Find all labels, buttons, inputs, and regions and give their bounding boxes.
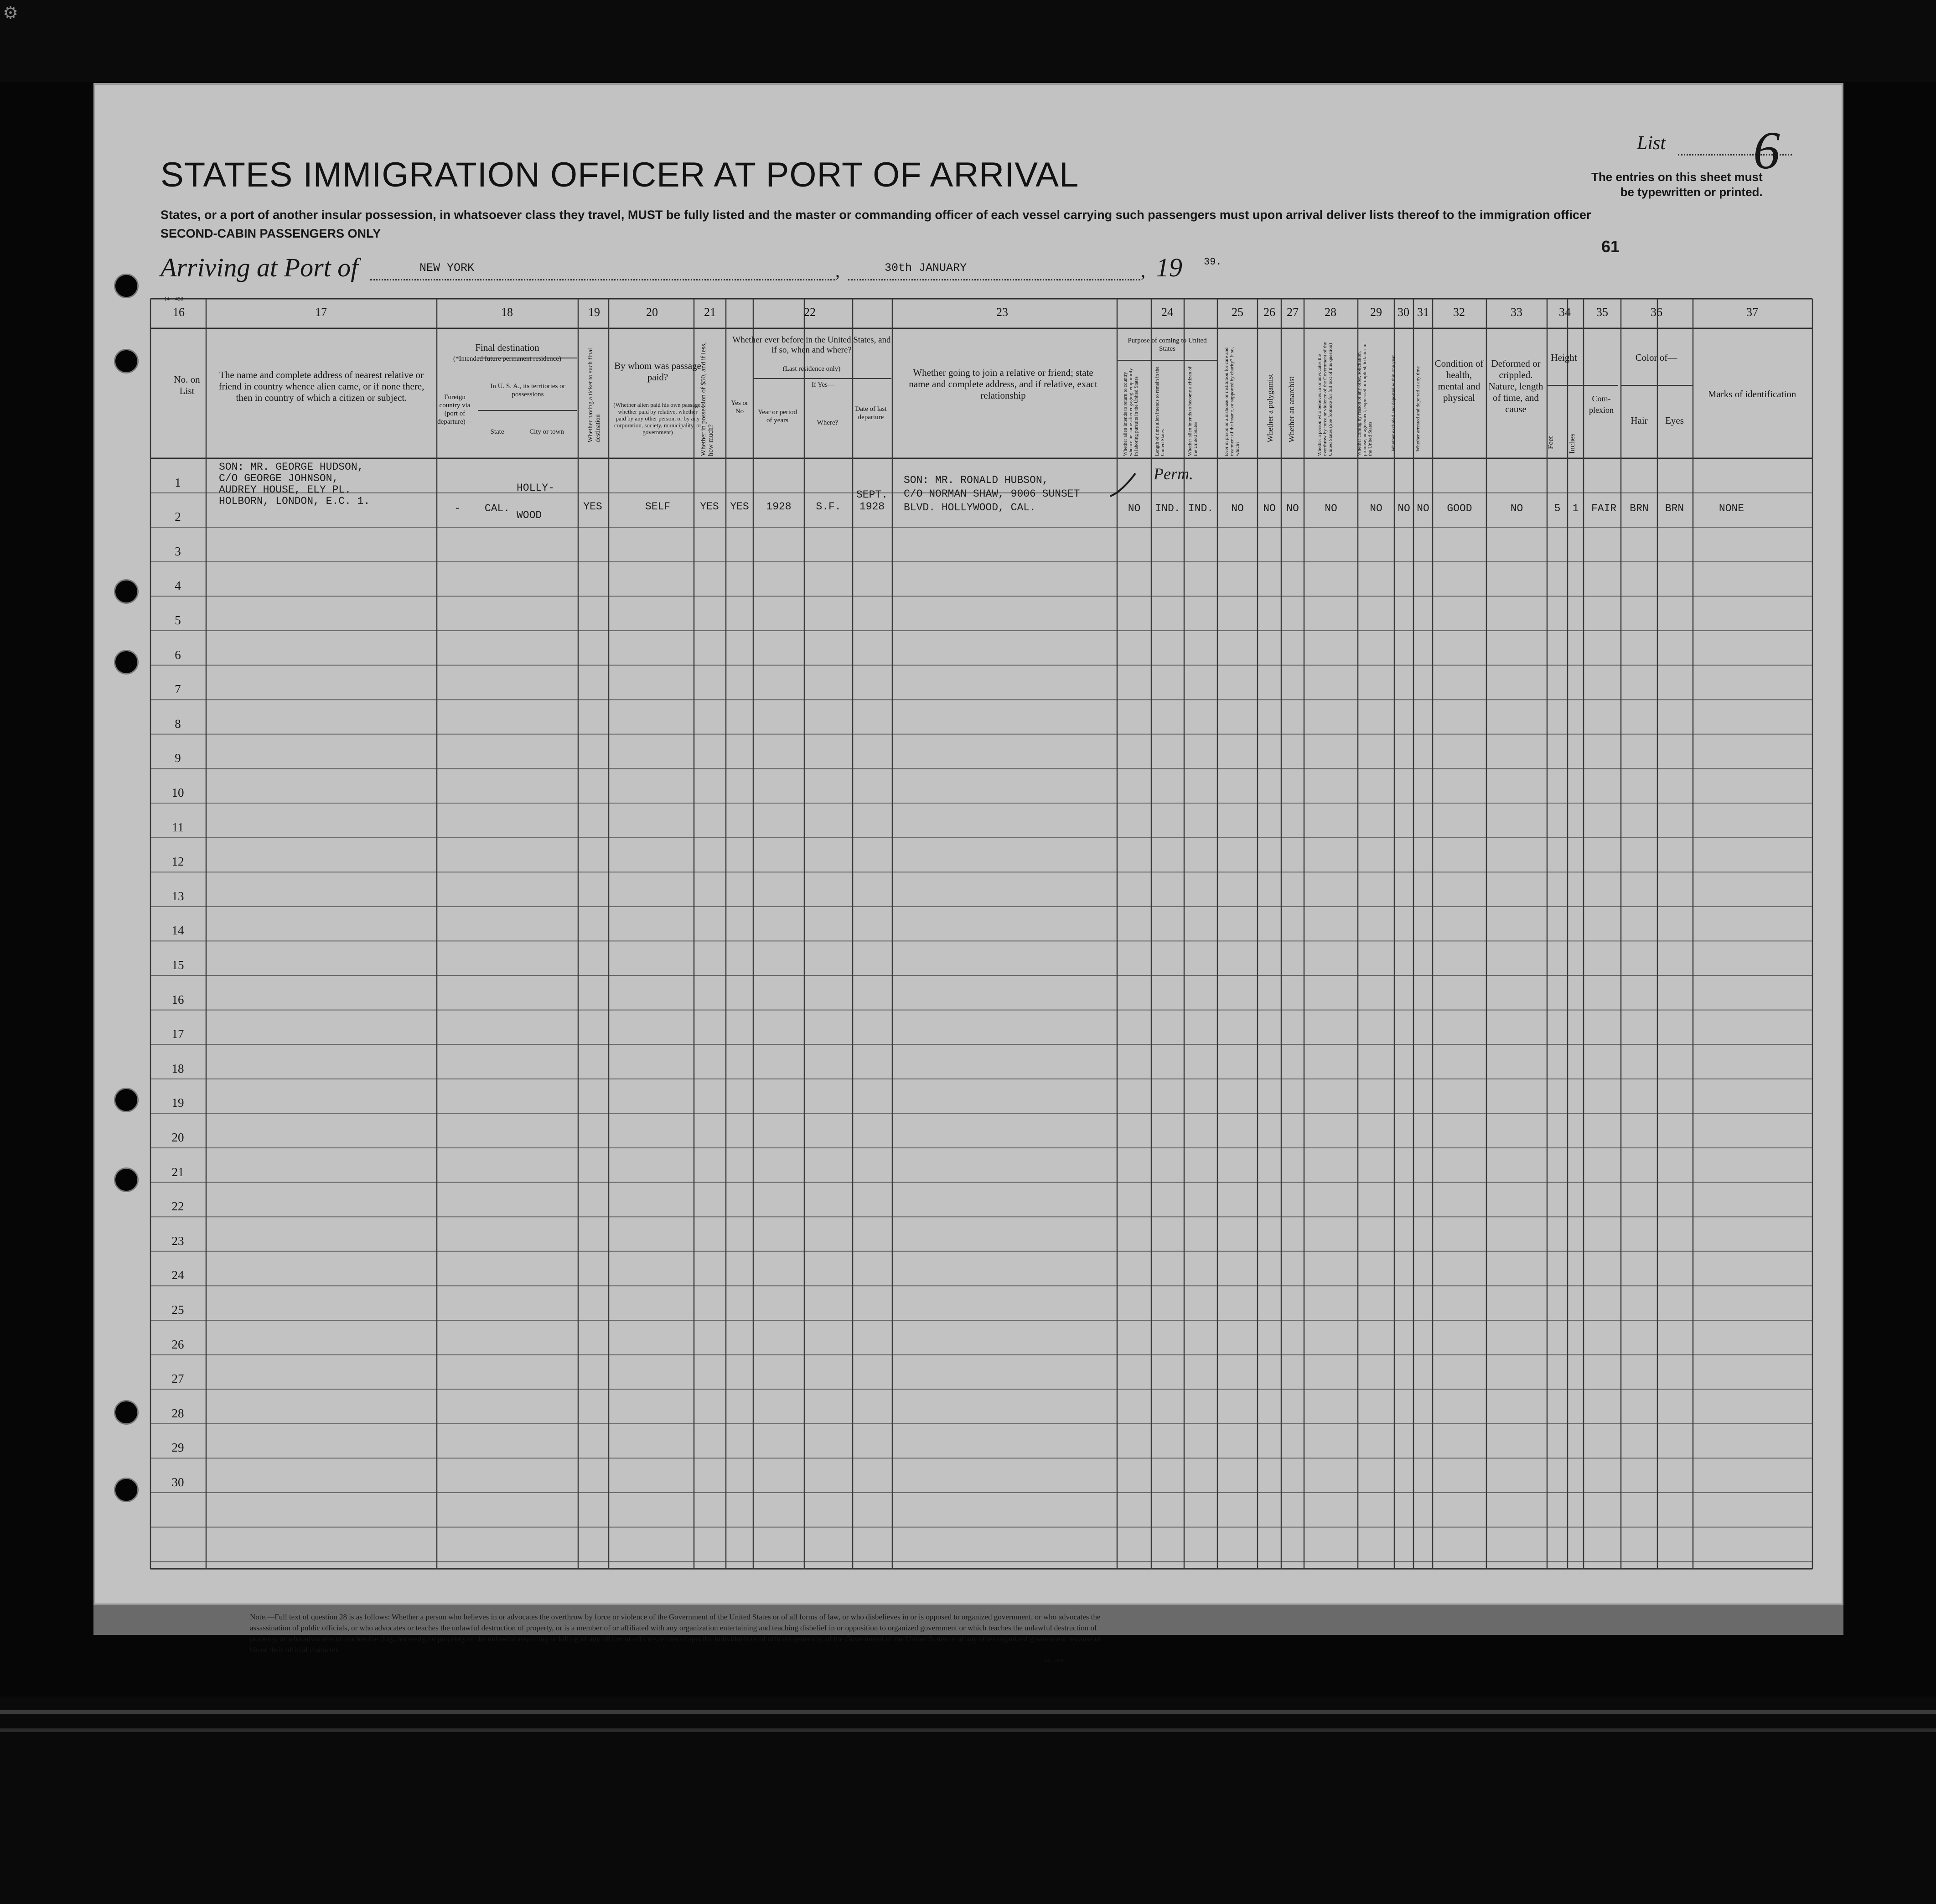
row-number: 7	[175, 682, 181, 696]
header-height: Height	[1551, 352, 1577, 363]
column-number: 30	[1398, 306, 1409, 319]
column-number: 26	[1263, 306, 1275, 319]
binder-hole	[114, 349, 139, 374]
labor-offer-cell: NO	[1370, 503, 1382, 514]
departure-line: 1928	[859, 501, 885, 513]
header-labor-offer: Whether coming by reason of any offer, solicitation, promise, or agreement, expressed or implied, to labor in the United States	[1356, 343, 1373, 456]
arrival-year-prefix: 19	[1156, 253, 1182, 282]
binder-hole	[114, 1400, 139, 1425]
header-purpose: Purpose of coming to United States	[1128, 337, 1207, 353]
comma-separator: ,	[835, 260, 840, 281]
column-number: 23	[996, 306, 1008, 319]
city-line: WOOD	[517, 509, 542, 521]
has-fifty-cell: YES	[700, 501, 719, 513]
film-corner-mark: ⚙	[3, 3, 19, 23]
column-number: 19	[588, 306, 600, 319]
film-border-bottom	[0, 1696, 1936, 1904]
header-eyes: Eyes	[1665, 415, 1684, 426]
column-number: 31	[1417, 306, 1429, 319]
header-anarchist: Whether an anarchist	[1287, 376, 1296, 442]
row-number: 17	[171, 1027, 184, 1041]
joining-line: C/O NORMAN SHAW, 9006 SUNSET	[904, 488, 1080, 500]
column-number: 21	[704, 306, 716, 319]
header-overthrow: Whether a person who believes in or advocates the overthrow by force or violence of the Government of the United States (See footnote for full text of this question)	[1317, 342, 1333, 456]
inches-cell: 1	[1572, 503, 1579, 514]
header-last-residence: (Last residence only)	[782, 365, 841, 373]
row-number: 19	[171, 1096, 184, 1110]
anarchist-cell: NO	[1286, 503, 1299, 514]
header-usa-territories: In U. S. A., its territories or possessions	[490, 383, 565, 398]
form-reference-bottom: 14—450	[1044, 1657, 1063, 1664]
row-number: 10	[171, 786, 184, 799]
nearest-relative-line: C/O GEORGE JOHNSON,	[219, 472, 339, 484]
complexion-cell: FAIR	[1591, 503, 1617, 514]
header-joining-relative: Whether going to join a relative or friend; state name and complete address, and if relative, exact relationship	[909, 367, 1097, 401]
length-of-stay-cell: IND.	[1155, 503, 1180, 514]
hair-cell: BRN	[1630, 503, 1649, 514]
handwritten-perm: Perm.	[1154, 465, 1193, 483]
column-number: 27	[1287, 306, 1299, 319]
column-number: 17	[315, 306, 327, 319]
instructions-text: States, or a port of another insular possession, in whatsoever class they travel, MUST be fully listed and the master or commanding officer of each vessel carrying such passengers must upon arrival deliver lists thereof to the immigration officer	[160, 208, 1591, 222]
header-yes-no: Yes or No	[730, 399, 749, 415]
polygamist-cell: NO	[1263, 503, 1276, 514]
header-state: State	[490, 428, 504, 436]
column-number: 25	[1232, 306, 1243, 319]
page-title: STATES IMMIGRATION OFFICER AT PORT OF ARRIVAL	[160, 156, 1079, 194]
column-number: 33	[1511, 306, 1522, 319]
column-number: 28	[1325, 306, 1336, 319]
row-number: 27	[171, 1372, 184, 1386]
header-date-last-departure: Date of last departure	[855, 405, 887, 421]
film-streak	[0, 1728, 1936, 1732]
binder-hole	[114, 650, 139, 674]
header-deformed: Deformed or crippled. Nature, length of time, and cause	[1488, 358, 1543, 415]
header-passage-note: (Whether alien paid his own passage, whether paid by relative, whether paid by any other person, or by any corporation, society, municipality, or government)	[613, 401, 702, 436]
binder-hole	[114, 274, 139, 298]
header-polygamist: Whether a polygamist	[1266, 374, 1274, 442]
row-number: 14	[171, 923, 184, 938]
binder-hole	[114, 1088, 139, 1112]
foreign-port-cell: -	[454, 503, 461, 514]
joining-line: BLVD. HOLLYWOOD, CAL.	[904, 502, 1036, 514]
row-number: 28	[171, 1406, 184, 1420]
row-number: 30	[171, 1475, 184, 1489]
row-number: 23	[171, 1234, 184, 1248]
header-health: Condition of health, mental and physical	[1434, 358, 1484, 403]
arrival-year-suffix: 39.	[1204, 256, 1222, 268]
row-number: 13	[171, 889, 184, 903]
header-length-of-stay: Length of time alien intends to remain in the United States	[1154, 366, 1165, 456]
row-number: 3	[175, 544, 181, 558]
arrival-date-value: 30th JANUARY	[885, 261, 967, 275]
return-intent-cell: NO	[1128, 503, 1141, 514]
column-number: 18	[501, 306, 513, 319]
marks-cell: NONE	[1719, 503, 1744, 514]
city-cell	[517, 474, 554, 529]
column-number: 34	[1559, 306, 1571, 319]
row-number: 11	[172, 820, 184, 834]
header-return-intent: Whether alien intends to return to country whence he came after engaging temporarily in laboring pursuits in the United States	[1123, 368, 1139, 456]
arrested-cell: NO	[1417, 503, 1429, 514]
header-final-destination-note: (*Intended future permanent residence)	[453, 355, 561, 363]
column-number: 37	[1746, 306, 1758, 319]
header-excluded: Whether excluded and deported within one year	[1391, 355, 1396, 451]
row-number: 29	[171, 1441, 184, 1455]
header-ever-before-us: Whether ever before in the United States, and if so, when and where?	[732, 335, 891, 355]
list-label: List	[1637, 133, 1666, 154]
column-number: 35	[1596, 306, 1608, 319]
sheet-reference-number: 61	[1601, 237, 1620, 256]
column-number: 16	[173, 306, 185, 319]
cabin-class-label: SECOND-CABIN PASSENGERS ONLY	[160, 227, 381, 240]
column-number: 24	[1161, 306, 1173, 319]
prison-cell: NO	[1231, 503, 1244, 514]
state-cell: CAL.	[484, 503, 510, 514]
film-border-top	[0, 0, 1936, 82]
row-number: 16	[171, 992, 184, 1006]
header-marks-identification: Marks of identification	[1708, 389, 1796, 399]
header-foreign-country: Foreign country via (port of departure)—	[437, 394, 472, 425]
header-where: Where?	[817, 419, 839, 426]
city-line: HOLLY-	[517, 482, 554, 494]
column-number: 29	[1370, 306, 1382, 319]
nearest-relative-cell	[219, 462, 370, 507]
joining-line: SON: MR. RONALD HUBSON,	[904, 474, 1049, 486]
row-number: 24	[171, 1268, 184, 1282]
deformed-cell: NO	[1510, 503, 1523, 514]
row-number: 5	[175, 613, 181, 627]
nearest-relative-line: AUDREY HOUSE, ELY PL.	[219, 484, 351, 496]
column-number: 20	[646, 306, 658, 319]
row-number: 2	[175, 510, 181, 524]
row-number: 20	[171, 1131, 184, 1144]
typed-entries-note	[1591, 170, 1763, 200]
header-passage-paid: By whom was passage paid?	[614, 360, 701, 383]
header-if-yes: If Yes—	[811, 381, 834, 389]
row-number: 15	[171, 958, 184, 972]
header-fifty-dollars: Whether in possession of $50, and if less, how much?	[700, 342, 714, 456]
passage-paid-cell: SELF	[645, 501, 671, 513]
form-reference: 14—450	[164, 296, 183, 302]
excluded-cell: NO	[1398, 503, 1410, 514]
row-number: 25	[171, 1303, 184, 1317]
year-period-cell: 1928	[766, 501, 792, 513]
row-number: 9	[175, 751, 181, 765]
before-in-us-cell: YES	[730, 501, 749, 513]
typed-note-line: be typewritten or printed.	[1620, 185, 1763, 199]
health-cell: GOOD	[1447, 503, 1472, 514]
dotted-line	[848, 279, 1140, 280]
binder-hole	[114, 1478, 139, 1502]
typed-note-line: The entries on this sheet must	[1591, 170, 1763, 184]
header-no-on-list: No. on List	[174, 374, 200, 396]
citizen-intent-cell: IND.	[1188, 503, 1214, 514]
header-year-period: Year or period of years	[758, 409, 797, 424]
header-nearest-relative: The name and complete address of nearest relative or friend in country whence alien came, or if none there, then in country of which a citizen or subject.	[218, 369, 424, 403]
row-number: 18	[171, 1061, 184, 1075]
ticket-cell: YES	[583, 501, 602, 513]
row-number: 12	[171, 855, 184, 869]
dotted-line	[370, 279, 835, 280]
header-citizen-intent: Whether alien intends to become a citizen of the United States	[1187, 366, 1198, 456]
row-number: 21	[171, 1165, 184, 1179]
header-color-of: Color of—	[1635, 352, 1677, 363]
feet-cell: 5	[1554, 503, 1561, 514]
header-arrested: Whether arrested and deported at any time	[1415, 366, 1421, 451]
binder-hole	[114, 579, 139, 604]
row-number: 22	[171, 1199, 184, 1214]
binder-hole	[114, 1167, 139, 1192]
header-city-town: City or town	[529, 428, 564, 436]
header-complexion: Com- plexion	[1589, 394, 1614, 415]
overthrow-cell: NO	[1325, 503, 1337, 514]
departure-line: SEPT.	[856, 489, 888, 501]
column-number: 22	[804, 306, 816, 319]
header-ticket: Whether having a ticket to such final destination	[587, 348, 601, 442]
eyes-cell: BRN	[1665, 503, 1684, 514]
header-prison: Ever in prison or almshouse or institution for care and treatment of the insane, or supported by charity? If so, which?	[1224, 347, 1240, 456]
departure-date-cell	[853, 489, 891, 513]
header-hair: Hair	[1631, 415, 1648, 426]
row-number: 4	[175, 579, 181, 593]
list-number-handwritten: 6	[1753, 120, 1780, 180]
footnote-question-28: Note.—Full text of question 28 is as follows: Whether a person who believes in or advocates the overthrow by force or violence of the Government of the United States or of all forms of law, or who disbelieves in or is opposed to organized government, or who advocates the assassination of public officials, or who advocates or teaches the unlawful destruction of property, or is a member of or affiliated with any organization entertaining and teaching disbelief in or opposition to organized government or which teaches the unlawful destruction of property, or who advocates or teaches the duty, necessity, or propriety of the unlawful assaulting or killing of any officer or officers, either of specific individuals or of officers generally, of the Government of the United States or of any other organized government because of his or their official character.	[250, 1613, 1102, 1654]
check-stroke	[1110, 473, 1135, 496]
header-feet: Feet	[1546, 436, 1555, 449]
row-number: 8	[175, 716, 181, 731]
nearest-relative-line: HOLBORN, LONDON, E.C. 1.	[219, 495, 370, 507]
arrival-port-value: NEW YORK	[419, 261, 475, 275]
arriving-port-label: Arriving at Port of	[160, 253, 358, 282]
header-inches: Inches	[1568, 433, 1576, 454]
film-streak	[0, 1710, 1936, 1714]
nearest-relative-line: SON: MR. GEORGE HUDSON,	[219, 461, 364, 473]
where-cell: S.F.	[816, 501, 841, 513]
column-number: 32	[1453, 306, 1465, 319]
row-number: 6	[175, 648, 181, 662]
joining-relative-cell	[904, 473, 1080, 514]
row-number: 26	[171, 1337, 184, 1351]
row-number: 1	[175, 475, 181, 489]
comma-separator: ,	[1141, 260, 1145, 281]
column-number: 36	[1651, 306, 1662, 319]
header-final-destination: Final destination	[475, 342, 539, 353]
